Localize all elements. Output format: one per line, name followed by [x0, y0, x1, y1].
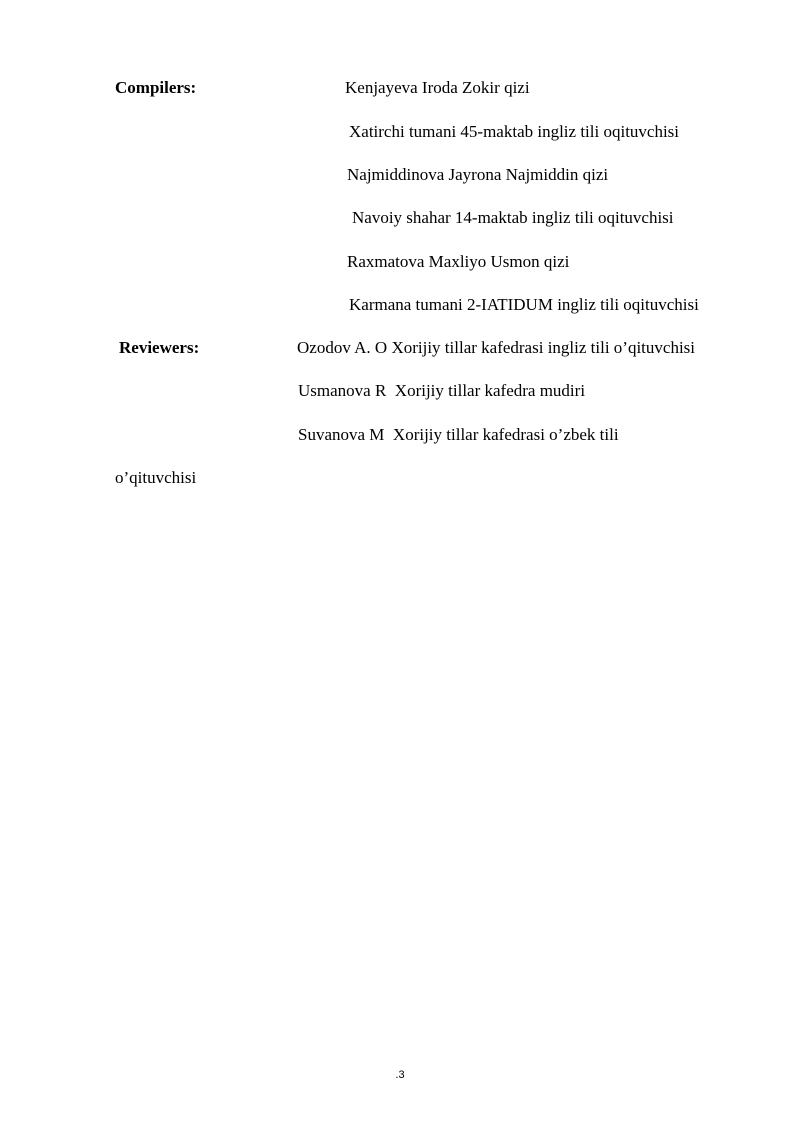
compiler-position-1: Xatirchi tumani 45-maktab ingliz tili oqituvchisi [349, 122, 680, 141]
compiler-name-3: Raxmatova Maxliyo Usmon qizi [347, 252, 570, 271]
compiler-position-2: Navoiy shahar 14-maktab ingliz tili oqituvchisi [352, 208, 674, 227]
reviewer-3-continuation: o’qituvchisi [115, 468, 197, 487]
reviewer-3: Suvanova M Xorijiy tillar kafedrasi o’zbek tili [298, 425, 619, 444]
compiler-name-1: Kenjayeva Iroda Zokir qizi [345, 78, 530, 97]
reviewer-1: Ozodov A. O Xorijiy tillar kafedrasi ingliz tili o’qituvchisi [297, 338, 696, 357]
page-number: .3 [395, 1069, 405, 1081]
reviewer-2: Usmanova R Xorijiy tillar kafedra mudiri [298, 381, 586, 400]
reviewers-label: Reviewers: [119, 338, 200, 357]
compilers-label: Compilers: [115, 78, 197, 97]
compiler-name-2: Najmiddinova Jayrona Najmiddin qizi [347, 165, 609, 184]
compiler-position-3: Karmana tumani 2-IATIDUM ingliz tili oqituvchisi [349, 295, 699, 314]
